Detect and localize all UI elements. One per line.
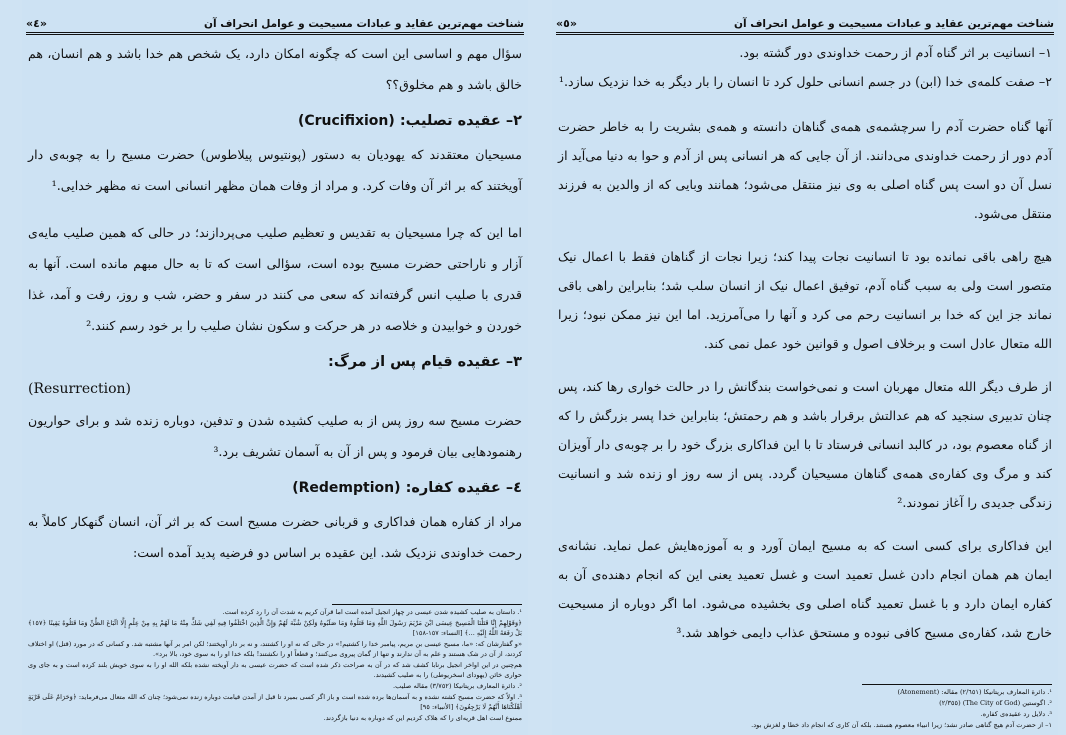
list-item: ١– انسانیت بر اثر گناه آدم از رحمت خداوندی دور گشته بود.: [739, 45, 1052, 60]
section-number: ٣–: [505, 354, 522, 370]
footnote: ³. دلایل رد عقیده‌ی کفاره.: [980, 710, 1052, 718]
footnote: ³. اولاً که حضرت مسیح کشته نشده و به آسمان‌ها برده شده است و باز اگر کسی بمیرد تا قبل از آمدن قیامت دوباره زنده نمی‌شود؛ چنان که الله متعال می‌فرماید: ﴿وَحَرَامٌ عَلَى قَرْيَةٍ أَهْلَكْنَاهَا أَنَّهُمْ لَا يَرْجِعُونَ﴾ [الأنبياء: ٩٥]: [28, 693, 522, 711]
footnote: ١– از حضرت آدم هیچ گناهی صادر نشد؛ زیرا انبیاء معصوم هستند. بلکه آن کاری که انجام داد خطا و لغزش بود.: [751, 721, 1052, 729]
footnote: ¹. داستان به صلیب کشیده شدن عیسی در چهار انجیل آمده است اما قرآن کریم به شدت آن را رد کرده است.: [222, 608, 522, 616]
section-english-term: (Resurrection): [28, 381, 132, 397]
intro-paragraph: سؤال مهم و اساسی این است که چگونه امکان دارد، یک شخص هم خدا باشد و هم انسان، هم خالق باشد و هم مخلوق؟؟: [28, 46, 522, 92]
page-header: [26, 8, 524, 35]
section-english-term: (Redemption): [292, 480, 401, 496]
section-heading-crucifixion: [28, 106, 522, 137]
page-4: [22, 0, 528, 735]
footnote: ². دائرة المعارف بریتانیکا (٣/٧٥٢) مقاله صلیب.: [393, 682, 522, 690]
footnote: ¹. دائرة المعارف بریتانیکا (٢/٦٥١) مقاله: (Atonement): [897, 688, 1052, 696]
section-title: عقیده کفاره:: [405, 480, 501, 496]
footnotes: [28, 607, 522, 724]
page-5: [552, 0, 1058, 735]
footnote: «و گفتارشان که: «ما، مسیح عیسی بن مریم، پیامبر خدا را کشتیم!» در حالی که نه او را کشتند، و نه بر دار آویختند؛ لکن امر بر آنها مشتبه شد. و کسانی که در مورد (قتل) او اختلاف کردند، از آن در شک هستند و علم به آن ندارند و تنها از گمان پیروی می‌کنند؛ و قطعاً او را نکشتند! بلکه خدا او را به سوی خود، بالا برد».: [28, 640, 522, 658]
paragraph: مراد از کفاره همان فداکاری و قربانی حضرت مسیح است که بر اثر آن، انسان گنهکار کاملاً به رحمت خداوندی نزدیک شد. این عقیده بر اساس دو فرضیه پدید آمده است:: [28, 514, 522, 560]
footnote-quran-verse: ﴿وَقَوْلِهِمْ إِنَّا قَتَلْنَا الْمَسِيحَ عِيسَى ابْنَ مَرْيَمَ رَسُولَ اللَّهِ وَمَا قَتَلُوهُ وَمَا صَلَبُوهُ وَلَكِنْ شُبِّهَ لَهُمْ وَإِنَّ الَّذِينَ اخْتَلَفُوا فِيهِ لَفِي شَكٍّ مِنْهُ مَا لَهُمْ بِهِ مِنْ عِلْمٍ إِلَّا اتِّبَاعَ الظَّنِّ وَمَا قَتَلُوهُ يَقِينًا ﴿١٥٧﴾ بَلْ رَفَعَهُ اللَّهُ إِلَيْهِ ...﴾ [النساء: ١٥٧-١٥٨]: [28, 619, 522, 637]
footnote: هم‌چنین در این اواخر انجیل برنابا کشف شد که در آن به صراحت ذکر شده است که حضرت عیسی به دار آویخته نشده بلکه الله او را به سوی خویش بلند کرده است و به جای وی حواری خائن (یهودای اسخریوطی) را به صلیب کشیدند.: [28, 661, 522, 679]
footnotes: [558, 687, 1052, 731]
section-english-term: (Crucifixion): [297, 113, 395, 129]
section-title: عقیده تصلیب:: [399, 113, 501, 129]
page-body: [558, 38, 1052, 653]
footnote: ². اگوستین (The City of God) (٢/٣٥٥): [939, 699, 1052, 707]
page-number: «٥»: [556, 17, 577, 30]
page-number: «٤»: [26, 17, 47, 30]
paragraph: هیچ راهی باقی نمانده بود تا انسانیت نجات پیدا کند؛ زیرا نجات از گناهان فقط با اعمال نیک متصور است ولی به سبب گناه آدم، توفیق اعمال نیک از انسان سلب شد؛ بنابراین راهی باقی نماند جز این که خدا بر انسانیت رحم می کرد و آنها را می‌آمرزید. اما این نیز ممکن نبود؛ زیرا الله متعال عادل است و برخلاف اصول و قوانین خود عمل نمی کند.: [558, 249, 1052, 351]
paragraph: این فداکاری برای کسی است که به مسیح ایمان آورد و به آموزه‌هایش عمل نماید. نشانه‌ی ایمان هم همان انجام دادن غسل تعمید است و غسل تعمید یعنی این که انجام دهنده‌ی آن به کفاره ایمان دارد و با غسل تعمید گناه اصلی وی بخشیده می‌شود. اما اگر دوباره از مسیحیت خارج شد، کفاره‌ی مسیح کافی نبوده و مستحق عذاب دایمی خواهد شد.³: [558, 538, 1052, 640]
section-title: عقیده قیام پس از مرگ:: [328, 354, 501, 370]
footnote-divider: [862, 684, 1052, 685]
paragraph: حضرت مسیح سه روز پس از به صلیب کشیده شدن و تدفین، دوباره زنده شد و برای حواریون رهنمودهایی بیان فرمود و پس از آن به آسمان تشریف برد.³: [28, 413, 522, 459]
section-heading-redemption: [28, 473, 522, 504]
paragraph: آنها گناه حضرت آدم را سرچشمه‌ی همه‌ی گناهان دانسته و همه‌ی بشریت را به خاطر حضرت آدم دور از رحمت خداوندی می‌دانند. از آن جایی که هر انسانی پس از آدم و حوا به دنیا می‌آید از نسل آن دو است پس گناه اصلی به وی نیز منتقل می‌شود؛ همانند وبایی که از والدین به فرزند منتقل می‌شود.: [558, 119, 1052, 221]
page-header: [556, 8, 1054, 35]
list-item: ٢– صفت کلمه‌ی خدا (ابن) در جسم انسانی حلول کرد تا انسان را بار دیگر به خدا نزدیک سازد.¹: [558, 74, 1052, 89]
paragraph: مسیحیان معتقدند که یهودیان به دستور (پونتیوس پیلاطوس) حضرت مسیح را به چوبه‌ی دار آویختند که بر اثر آن وفات کرد. و مراد از وفات همان مظهر انسانی است نه مظهر خدایی.¹: [28, 147, 522, 193]
page-body: [28, 38, 522, 574]
header-title: شناخت مهم‌ترین عقاید و عبادات مسیحیت و عوامل انحراف آن: [733, 18, 1054, 30]
paragraph: از طرف دیگر الله متعال مهربان است و نمی‌خواست بندگانش را در حالت خواری رها کند، پس چنان تدبیری سنجید که هم عدالتش برقرار باشد و هم رحمتش؛ بنابراین خدا پسر بزرگش را که از گناه معصوم بود، در کالبد انسانی فرستاد تا با این فداکاری بزرگ خود را بر چوبه‌ی دار آویزان کند و مرگ وی کفاره‌ی همه‌ی گناهان مسیحیان گردد. پس از سه روز او زنده شد و انسانیت زندگی جدیدی را آغاز نمودند.²: [558, 379, 1052, 510]
header-title: شناخت مهم‌ترین عقاید و عبادات مسیحیت و عوامل انحراف آن: [203, 18, 524, 30]
section-number: ٢–: [505, 113, 522, 129]
footnote: ممنوع است اهل قریه‌ای را که هلاک کردیم این که دوباره به دنیا بازگردند.: [323, 714, 522, 722]
footnote-divider: [332, 604, 522, 605]
section-number: ٤–: [505, 480, 522, 496]
paragraph: اما این که چرا مسیحیان به تقدیس و تعظیم صلیب می‌پردازند؛ در حالی که همین صلیب مایه‌ی آزار و ناراحتی حضرت مسیح بوده است، سؤالی است که تا به حال مبهم مانده است. آنها به قدری با صلیب انس گرفته‌اند که سعی می کنند در سفر و حضر، شب و روز، رفت و آمد، غذا خوردن و خوابیدن و خلاصه در هر حرکت و سکون نشان صلیب را بر خود رسم کنند.²: [28, 225, 522, 333]
